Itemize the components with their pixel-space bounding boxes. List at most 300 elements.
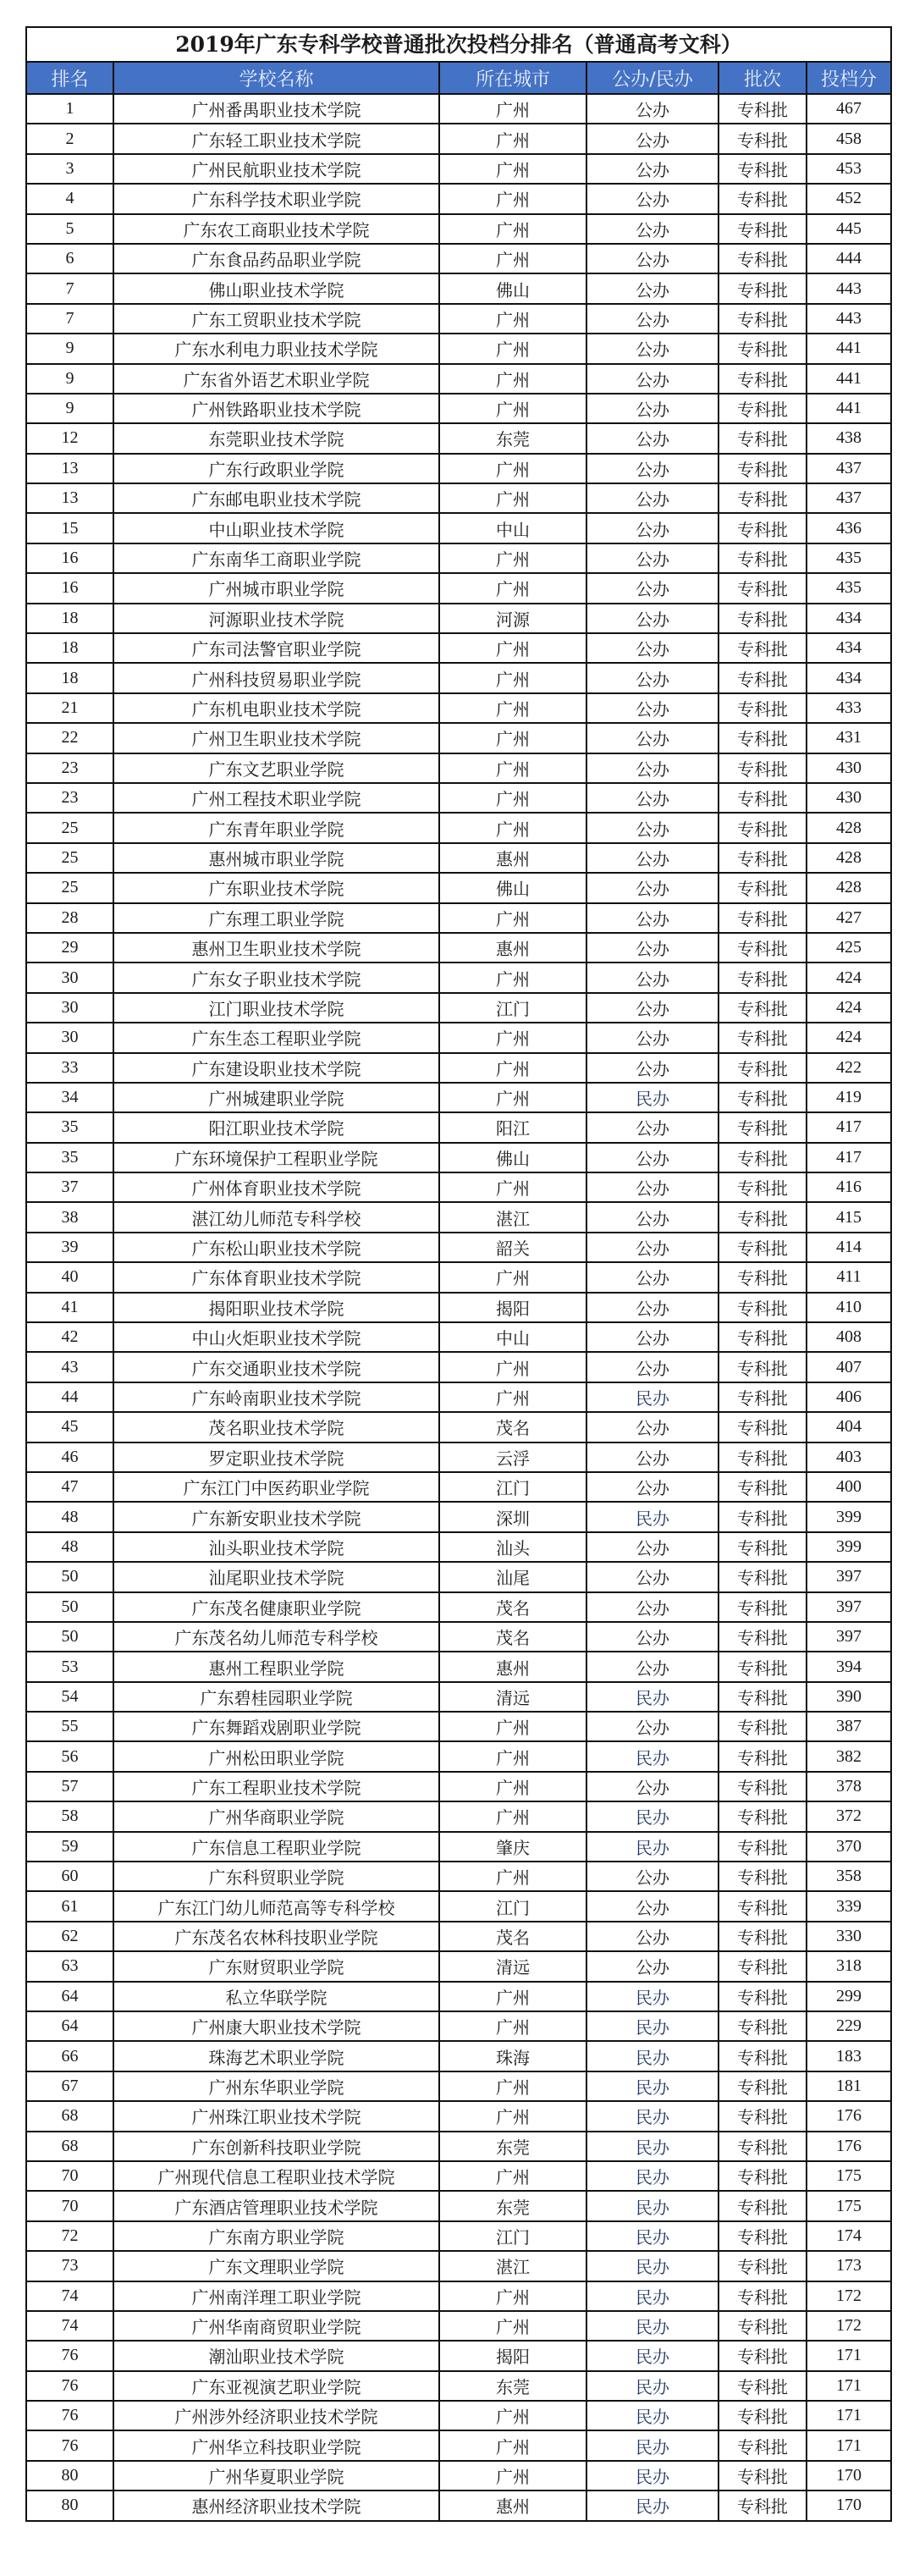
table-row [27, 394, 890, 423]
city-cell: 广州 [439, 334, 586, 363]
school-name-cell: 广东碧桂园职业学院 [113, 1682, 439, 1712]
score-cell: 427 [807, 903, 890, 933]
rank-cell: 56 [27, 1741, 113, 1771]
rank-cell: 13 [27, 454, 113, 483]
city-cell: 广州 [439, 2281, 586, 2311]
ownership-cell: 公办 [586, 604, 719, 633]
school-name-cell: 东莞职业技术学院 [113, 423, 439, 453]
table-row [27, 963, 890, 992]
table-row [27, 2491, 890, 2519]
city-cell: 揭阳 [439, 1293, 586, 1322]
city-cell: 广州 [439, 454, 586, 483]
school-name-cell: 广东轻工职业技术学院 [113, 124, 439, 153]
rank-cell: 74 [27, 2281, 113, 2311]
table-row [27, 1293, 890, 1322]
school-name-cell: 中山职业技术学院 [113, 513, 439, 543]
batch-cell: 专科批 [719, 394, 807, 423]
ownership-cell: 公办 [586, 693, 719, 723]
school-name-cell: 广州工程技术职业学院 [113, 783, 439, 813]
ownership-cell: 公办 [586, 663, 719, 692]
school-name-cell: 广东南方职业学院 [113, 2221, 439, 2251]
score-cell: 435 [807, 573, 890, 603]
batch-cell: 专科批 [719, 1682, 807, 1712]
city-cell: 东莞 [439, 2191, 586, 2220]
school-name-cell: 中山火炬职业技术学院 [113, 1322, 439, 1352]
school-name-cell: 罗定职业技术学院 [113, 1442, 439, 1472]
rank-cell: 2 [27, 124, 113, 153]
school-name-cell: 广东职业技术学院 [113, 873, 439, 902]
ownership-cell: 公办 [586, 903, 719, 933]
ownership-cell: 公办 [586, 1442, 719, 1472]
table-row [27, 1951, 890, 1981]
rank-cell: 25 [27, 813, 113, 842]
batch-cell: 专科批 [719, 573, 807, 603]
table-row [27, 1832, 890, 1862]
ownership-cell: 公办 [586, 1652, 719, 1681]
table-row [27, 454, 890, 483]
school-name-cell: 广东水利电力职业技术学院 [113, 334, 439, 363]
ownership-cell: 公办 [586, 1951, 719, 1981]
ownership-cell: 民办 [586, 2011, 719, 2041]
batch-cell: 专科批 [719, 2011, 807, 2041]
school-name-cell: 广东工程职业技术学院 [113, 1772, 439, 1801]
batch-cell: 专科批 [719, 1442, 807, 1472]
table-row [27, 1502, 890, 1531]
school-name-cell: 广东理工职业学院 [113, 903, 439, 933]
ownership-cell: 民办 [586, 2101, 719, 2131]
city-cell: 广州 [439, 903, 586, 933]
batch-cell: 专科批 [719, 1652, 807, 1681]
rank-cell: 47 [27, 1472, 113, 1502]
table-row [27, 2041, 890, 2071]
school-name-cell: 珠海艺术职业学院 [113, 2041, 439, 2071]
batch-cell: 专科批 [719, 1622, 807, 1652]
school-name-cell: 江门职业技术学院 [113, 993, 439, 1023]
rank-cell: 76 [27, 2430, 113, 2460]
school-name-cell: 广东岭南职业技术学院 [113, 1382, 439, 1412]
school-name-cell: 广东新安职业技术学院 [113, 1502, 439, 1531]
batch-cell: 专科批 [719, 364, 807, 394]
city-cell: 深圳 [439, 1502, 586, 1531]
column-header-ownership: 公办/民办 [586, 63, 719, 94]
rank-cell: 9 [27, 334, 113, 363]
school-name-cell: 广州城市职业学院 [113, 573, 439, 603]
ownership-cell: 公办 [586, 513, 719, 543]
table-row [27, 1801, 890, 1831]
school-name-cell: 广东食品药品职业学院 [113, 244, 439, 273]
score-cell: 434 [807, 604, 890, 633]
batch-cell: 专科批 [719, 2071, 807, 2101]
city-cell: 广州 [439, 723, 586, 753]
ownership-cell: 公办 [586, 1412, 719, 1442]
score-cell: 175 [807, 2161, 890, 2191]
ownership-cell: 民办 [586, 2281, 719, 2311]
score-cell: 411 [807, 1262, 890, 1292]
rank-cell: 18 [27, 604, 113, 633]
score-cell: 397 [807, 1592, 890, 1622]
table-row [27, 1472, 890, 1502]
table-row [27, 2371, 890, 2401]
ownership-cell: 公办 [586, 364, 719, 394]
ownership-cell: 民办 [586, 2161, 719, 2191]
school-name-cell: 广州番禺职业技术学院 [113, 94, 439, 124]
school-name-cell: 广州城建职业学院 [113, 1083, 439, 1112]
score-cell: 339 [807, 1891, 890, 1921]
city-cell: 广州 [439, 783, 586, 813]
rank-cell: 5 [27, 214, 113, 244]
city-cell: 广州 [439, 483, 586, 513]
ownership-cell: 公办 [586, 334, 719, 363]
score-cell: 434 [807, 663, 890, 692]
batch-cell: 专科批 [719, 843, 807, 873]
school-name-cell: 广东茂名农林科技职业学院 [113, 1922, 439, 1951]
score-cell: 424 [807, 1023, 890, 1052]
ownership-cell: 民办 [586, 2251, 719, 2281]
rank-cell: 15 [27, 513, 113, 543]
batch-cell: 专科批 [719, 454, 807, 483]
school-name-cell: 广东科学技术职业学院 [113, 184, 439, 213]
city-cell: 佛山 [439, 873, 586, 902]
ownership-cell: 公办 [586, 1262, 719, 1292]
city-cell: 惠州 [439, 843, 586, 873]
rank-cell: 38 [27, 1202, 113, 1232]
rank-cell: 58 [27, 1801, 113, 1831]
rank-cell: 50 [27, 1562, 113, 1591]
batch-cell: 专科批 [719, 1801, 807, 1831]
table-row [27, 1741, 890, 1771]
rank-cell: 48 [27, 1502, 113, 1531]
ownership-cell: 公办 [586, 1322, 719, 1352]
ownership-cell: 公办 [586, 783, 719, 813]
score-cell: 174 [807, 2221, 890, 2251]
ownership-cell: 公办 [586, 1233, 719, 1262]
rank-cell: 44 [27, 1382, 113, 1412]
city-cell: 广州 [439, 304, 586, 334]
table-row [27, 1382, 890, 1412]
ownership-cell: 公办 [586, 1202, 719, 1232]
ownership-cell: 公办 [586, 633, 719, 663]
rank-cell: 16 [27, 543, 113, 573]
school-name-cell: 广东松山职业技术学院 [113, 1233, 439, 1262]
rank-cell: 22 [27, 723, 113, 753]
table-row [27, 1202, 890, 1232]
city-cell: 云浮 [439, 1442, 586, 1472]
ownership-cell: 公办 [586, 184, 719, 213]
rank-cell: 76 [27, 2401, 113, 2430]
score-cell: 445 [807, 214, 890, 244]
batch-cell: 专科批 [719, 1891, 807, 1921]
batch-cell: 专科批 [719, 1832, 807, 1862]
rank-cell: 18 [27, 633, 113, 663]
score-cell: 428 [807, 843, 890, 873]
batch-cell: 专科批 [719, 2401, 807, 2430]
school-name-cell: 广东茂名幼儿师范专科学校 [113, 1622, 439, 1652]
ownership-cell: 公办 [586, 1592, 719, 1622]
ownership-cell: 公办 [586, 1023, 719, 1052]
city-cell: 广州 [439, 2461, 586, 2491]
score-cell: 175 [807, 2191, 890, 2220]
table-row [27, 573, 890, 603]
score-cell: 404 [807, 1412, 890, 1442]
batch-cell: 专科批 [719, 1172, 807, 1202]
score-cell: 358 [807, 1862, 890, 1891]
ownership-cell: 公办 [586, 214, 719, 244]
rank-cell: 50 [27, 1592, 113, 1622]
batch-cell: 专科批 [719, 1982, 807, 2011]
rank-cell: 67 [27, 2071, 113, 2101]
school-name-cell: 广州华立科技职业学院 [113, 2430, 439, 2460]
rank-cell: 48 [27, 1532, 113, 1562]
table-row [27, 2071, 890, 2101]
batch-cell: 专科批 [719, 783, 807, 813]
city-cell: 广州 [439, 693, 586, 723]
rank-cell: 7 [27, 304, 113, 334]
school-name-cell: 广州民航职业技术学院 [113, 154, 439, 184]
ownership-cell: 公办 [586, 1172, 719, 1202]
school-name-cell: 广东南华工商职业学院 [113, 543, 439, 573]
rank-cell: 3 [27, 154, 113, 184]
batch-cell: 专科批 [719, 334, 807, 363]
table-row [27, 693, 890, 723]
score-cell: 408 [807, 1322, 890, 1352]
score-cell: 436 [807, 513, 890, 543]
ownership-cell: 民办 [586, 2311, 719, 2341]
batch-cell: 专科批 [719, 124, 807, 153]
table-row [27, 1772, 890, 1801]
table-row [27, 843, 890, 873]
score-cell: 419 [807, 1083, 890, 1112]
table-row [27, 1922, 890, 1951]
school-name-cell: 汕头职业技术学院 [113, 1532, 439, 1562]
table-row [27, 1622, 890, 1652]
table-row [27, 1053, 890, 1083]
ownership-cell: 民办 [586, 2071, 719, 2101]
page-title: 2019年广东专科学校普通批次投档分排名（普通高考文科） [27, 28, 890, 63]
rank-cell: 9 [27, 394, 113, 423]
table-row [27, 364, 890, 394]
batch-cell: 专科批 [719, 1712, 807, 1741]
batch-cell: 专科批 [719, 214, 807, 244]
table-row [27, 94, 890, 124]
score-cell: 299 [807, 1982, 890, 2011]
batch-cell: 专科批 [719, 2041, 807, 2071]
table-row [27, 124, 890, 153]
city-cell: 湛江 [439, 1202, 586, 1232]
score-cell: 170 [807, 2461, 890, 2491]
city-cell: 广州 [439, 2011, 586, 2041]
ownership-cell: 民办 [586, 1502, 719, 1531]
score-cell: 171 [807, 2341, 890, 2370]
city-cell: 广州 [439, 1741, 586, 1771]
school-name-cell: 广东行政职业学院 [113, 454, 439, 483]
score-cell: 171 [807, 2430, 890, 2460]
batch-cell: 专科批 [719, 483, 807, 513]
school-name-cell: 广东工贸职业技术学院 [113, 304, 439, 334]
ownership-cell: 公办 [586, 963, 719, 992]
city-cell: 广州 [439, 1262, 586, 1292]
school-name-cell: 广东财贸职业学院 [113, 1951, 439, 1981]
ranking-sheet [25, 26, 892, 2522]
batch-cell: 专科批 [719, 1352, 807, 1382]
table-row [27, 2191, 890, 2220]
school-name-cell: 广州东华职业学院 [113, 2071, 439, 2101]
ownership-cell: 民办 [586, 1832, 719, 1862]
table-row [27, 2341, 890, 2370]
table-body [27, 94, 890, 2520]
school-name-cell: 广东环境保护工程职业学院 [113, 1143, 439, 1172]
batch-cell: 专科批 [719, 2461, 807, 2491]
school-name-cell: 广东科贸职业学院 [113, 1862, 439, 1891]
city-cell: 揭阳 [439, 2341, 586, 2370]
ownership-cell: 公办 [586, 94, 719, 124]
rank-cell: 57 [27, 1772, 113, 1801]
school-name-cell: 广东建设职业技术学院 [113, 1053, 439, 1083]
rank-cell: 12 [27, 423, 113, 453]
rank-cell: 30 [27, 963, 113, 992]
city-cell: 广州 [439, 214, 586, 244]
rank-cell: 23 [27, 783, 113, 813]
city-cell: 广州 [439, 394, 586, 423]
city-cell: 江门 [439, 993, 586, 1023]
ownership-cell: 公办 [586, 1053, 719, 1083]
city-cell: 广州 [439, 1801, 586, 1831]
ownership-cell: 公办 [586, 543, 719, 573]
score-cell: 370 [807, 1832, 890, 1862]
batch-cell: 专科批 [719, 1592, 807, 1622]
score-cell: 399 [807, 1532, 890, 1562]
table-row [27, 2132, 890, 2161]
school-name-cell: 广东交通职业技术学院 [113, 1352, 439, 1382]
ownership-cell: 民办 [586, 2461, 719, 2491]
score-cell: 415 [807, 1202, 890, 1232]
rank-cell: 54 [27, 1682, 113, 1712]
batch-cell: 专科批 [719, 1262, 807, 1292]
table-row [27, 1143, 890, 1172]
table-row [27, 1083, 890, 1112]
ownership-cell: 公办 [586, 1922, 719, 1951]
ownership-cell: 民办 [586, 1741, 719, 1771]
ownership-cell: 公办 [586, 1472, 719, 1502]
city-cell: 惠州 [439, 1652, 586, 1681]
batch-cell: 专科批 [719, 1053, 807, 1083]
table-row [27, 214, 890, 244]
ownership-cell: 公办 [586, 1891, 719, 1921]
ownership-cell: 公办 [586, 753, 719, 783]
school-name-cell: 广东江门中医药职业学院 [113, 1472, 439, 1502]
ownership-cell: 公办 [586, 873, 719, 902]
batch-cell: 专科批 [719, 1083, 807, 1112]
table-row [27, 933, 890, 963]
score-cell: 422 [807, 1053, 890, 1083]
table-row [27, 2430, 890, 2460]
batch-cell: 专科批 [719, 2191, 807, 2220]
table-row [27, 1532, 890, 1562]
score-cell: 452 [807, 184, 890, 213]
city-cell: 广州 [439, 663, 586, 692]
school-name-cell: 揭阳职业技术学院 [113, 1293, 439, 1322]
school-name-cell: 广州华南商贸职业学院 [113, 2311, 439, 2341]
batch-cell: 专科批 [719, 1922, 807, 1951]
ownership-cell: 民办 [586, 2191, 719, 2220]
rank-cell: 80 [27, 2461, 113, 2491]
city-cell: 广州 [439, 753, 586, 783]
batch-cell: 专科批 [719, 993, 807, 1023]
rank-cell: 62 [27, 1922, 113, 1951]
city-cell: 广州 [439, 244, 586, 273]
batch-cell: 专科批 [719, 1502, 807, 1531]
score-cell: 467 [807, 94, 890, 124]
ownership-cell: 公办 [586, 273, 719, 303]
school-name-cell: 广州华夏职业学院 [113, 2461, 439, 2491]
score-cell: 425 [807, 933, 890, 963]
batch-cell: 专科批 [719, 2101, 807, 2131]
batch-cell: 专科批 [719, 1412, 807, 1442]
city-cell: 茂名 [439, 1412, 586, 1442]
batch-cell: 专科批 [719, 873, 807, 902]
batch-cell: 专科批 [719, 2491, 807, 2519]
ownership-cell: 民办 [586, 2041, 719, 2071]
rank-cell: 50 [27, 1622, 113, 1652]
rank-cell: 41 [27, 1293, 113, 1322]
score-cell: 176 [807, 2101, 890, 2131]
city-cell: 广州 [439, 633, 586, 663]
ownership-cell: 民办 [586, 1682, 719, 1712]
table-row [27, 604, 890, 633]
table-row [27, 723, 890, 753]
score-cell: 430 [807, 753, 890, 783]
rank-cell: 45 [27, 1412, 113, 1442]
city-cell: 惠州 [439, 2491, 586, 2519]
batch-cell: 专科批 [719, 1293, 807, 1322]
score-cell: 181 [807, 2071, 890, 2101]
ownership-cell: 公办 [586, 394, 719, 423]
ownership-cell: 公办 [586, 244, 719, 273]
batch-cell: 专科批 [719, 244, 807, 273]
city-cell: 广州 [439, 1772, 586, 1801]
table-row [27, 873, 890, 902]
rank-cell: 13 [27, 483, 113, 513]
city-cell: 湛江 [439, 2251, 586, 2281]
score-cell: 172 [807, 2281, 890, 2311]
table-row [27, 813, 890, 842]
city-cell: 汕头 [439, 1532, 586, 1562]
school-name-cell: 广东生态工程职业学院 [113, 1023, 439, 1052]
rank-cell: 30 [27, 993, 113, 1023]
city-cell: 广州 [439, 1982, 586, 2011]
rank-cell: 39 [27, 1233, 113, 1262]
city-cell: 东莞 [439, 2132, 586, 2161]
school-name-cell: 惠州经济职业技术学院 [113, 2491, 439, 2519]
city-cell: 珠海 [439, 2041, 586, 2071]
school-name-cell: 广东女子职业技术学院 [113, 963, 439, 992]
school-name-cell: 惠州卫生职业技术学院 [113, 933, 439, 963]
school-name-cell: 广东江门幼儿师范高等专科学校 [113, 1891, 439, 1921]
score-cell: 416 [807, 1172, 890, 1202]
batch-cell: 专科批 [719, 2251, 807, 2281]
rank-cell: 46 [27, 1442, 113, 1472]
batch-cell: 专科批 [719, 1472, 807, 1502]
rank-cell: 60 [27, 1862, 113, 1891]
rank-cell: 70 [27, 2161, 113, 2191]
table-row [27, 543, 890, 573]
rank-cell: 73 [27, 2251, 113, 2281]
table-row [27, 1352, 890, 1382]
rank-cell: 37 [27, 1172, 113, 1202]
city-cell: 广州 [439, 1352, 586, 1382]
score-cell: 170 [836, 2496, 862, 2515]
rank-cell: 80 [27, 2491, 113, 2519]
batch-cell: 专科批 [719, 1023, 807, 1052]
